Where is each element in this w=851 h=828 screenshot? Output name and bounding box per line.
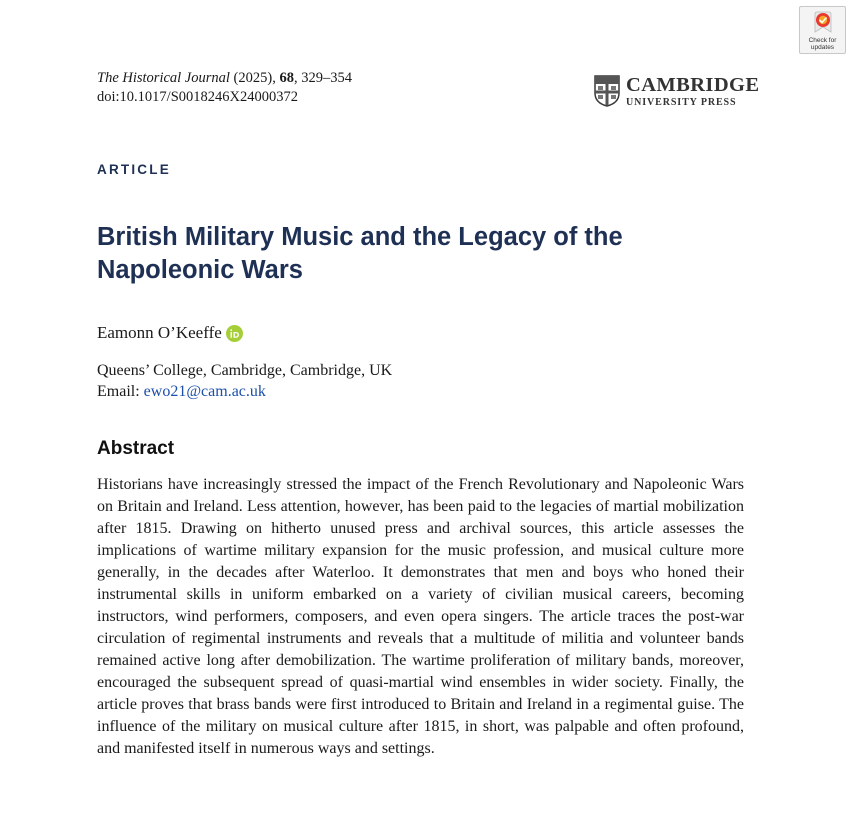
publisher-name [626,75,759,108]
author-email [97,381,266,402]
email-label: Email: [97,383,140,400]
article-type-label: ARTICLE [97,162,171,177]
author-affiliation: Queens’ College, Cambridge, Cambridge, UK [97,362,393,379]
publisher-logo[interactable] [594,75,759,107]
journal-volume: 68 [279,70,294,86]
journal-name: The Historical Journal [97,70,230,86]
cambridge-shield-icon [594,75,620,107]
author-name[interactable]: Eamonn O’Keeffe [97,323,222,342]
journal-citation [97,69,352,88]
publisher-name-line1: CAMBRIDGE [626,74,760,96]
check-for-updates-label: Check for updates [808,37,837,51]
journal-year: (2025), [233,70,276,86]
doi[interactable]: doi:10.1017/S0018246X24000372 [97,89,298,105]
publisher-name-line2: UNIVERSITY PRESS [626,96,737,108]
abstract-heading: Abstract [97,438,175,459]
abstract-text: Historians have increasingly stressed the impact of the French Revolutionary and Napoleonic Wars on Britain and Ireland. Less attention, however, has been paid to the legacies of martial mobilization after 1815. Drawing on hitherto unused press and archival sources, this article assesses the implications of wartime military expansion for the music profession, and musical culture more generally, in the decades after Waterloo. It demonstrates that men and boys who honed their instrumental skills in uniform embarked on a variety of civilian musical careers, becoming instructors, wind performers, composers, and even opera singers. The article traces the post-war circulation of regimental instruments and reveals that a multitude of militia and volunteer bands remained active long after demobilization. The wartime proliferation of military bands, moreover, encouraged the subsequent spread of quasi-martial wind ensembles in wider society. Finally, the article proves that brass bands were first introduced to Britain and Ireland in a regimental guise. The influence of the military on musical culture after 1815, in short, was palpable and often profound, and manifested itself in numerous ways and settings. [97,476,744,757]
email-link[interactable]: ewo21@cam.ac.uk [143,383,266,400]
orcid-icon[interactable] [226,325,243,342]
journal-pages: , 329–354 [293,70,352,86]
author [97,322,243,344]
article-title: British Military Music and the Legacy of the Napoleonic Wars [97,223,623,284]
crossmark-icon [812,10,834,36]
check-for-updates-badge[interactable] [799,6,846,54]
